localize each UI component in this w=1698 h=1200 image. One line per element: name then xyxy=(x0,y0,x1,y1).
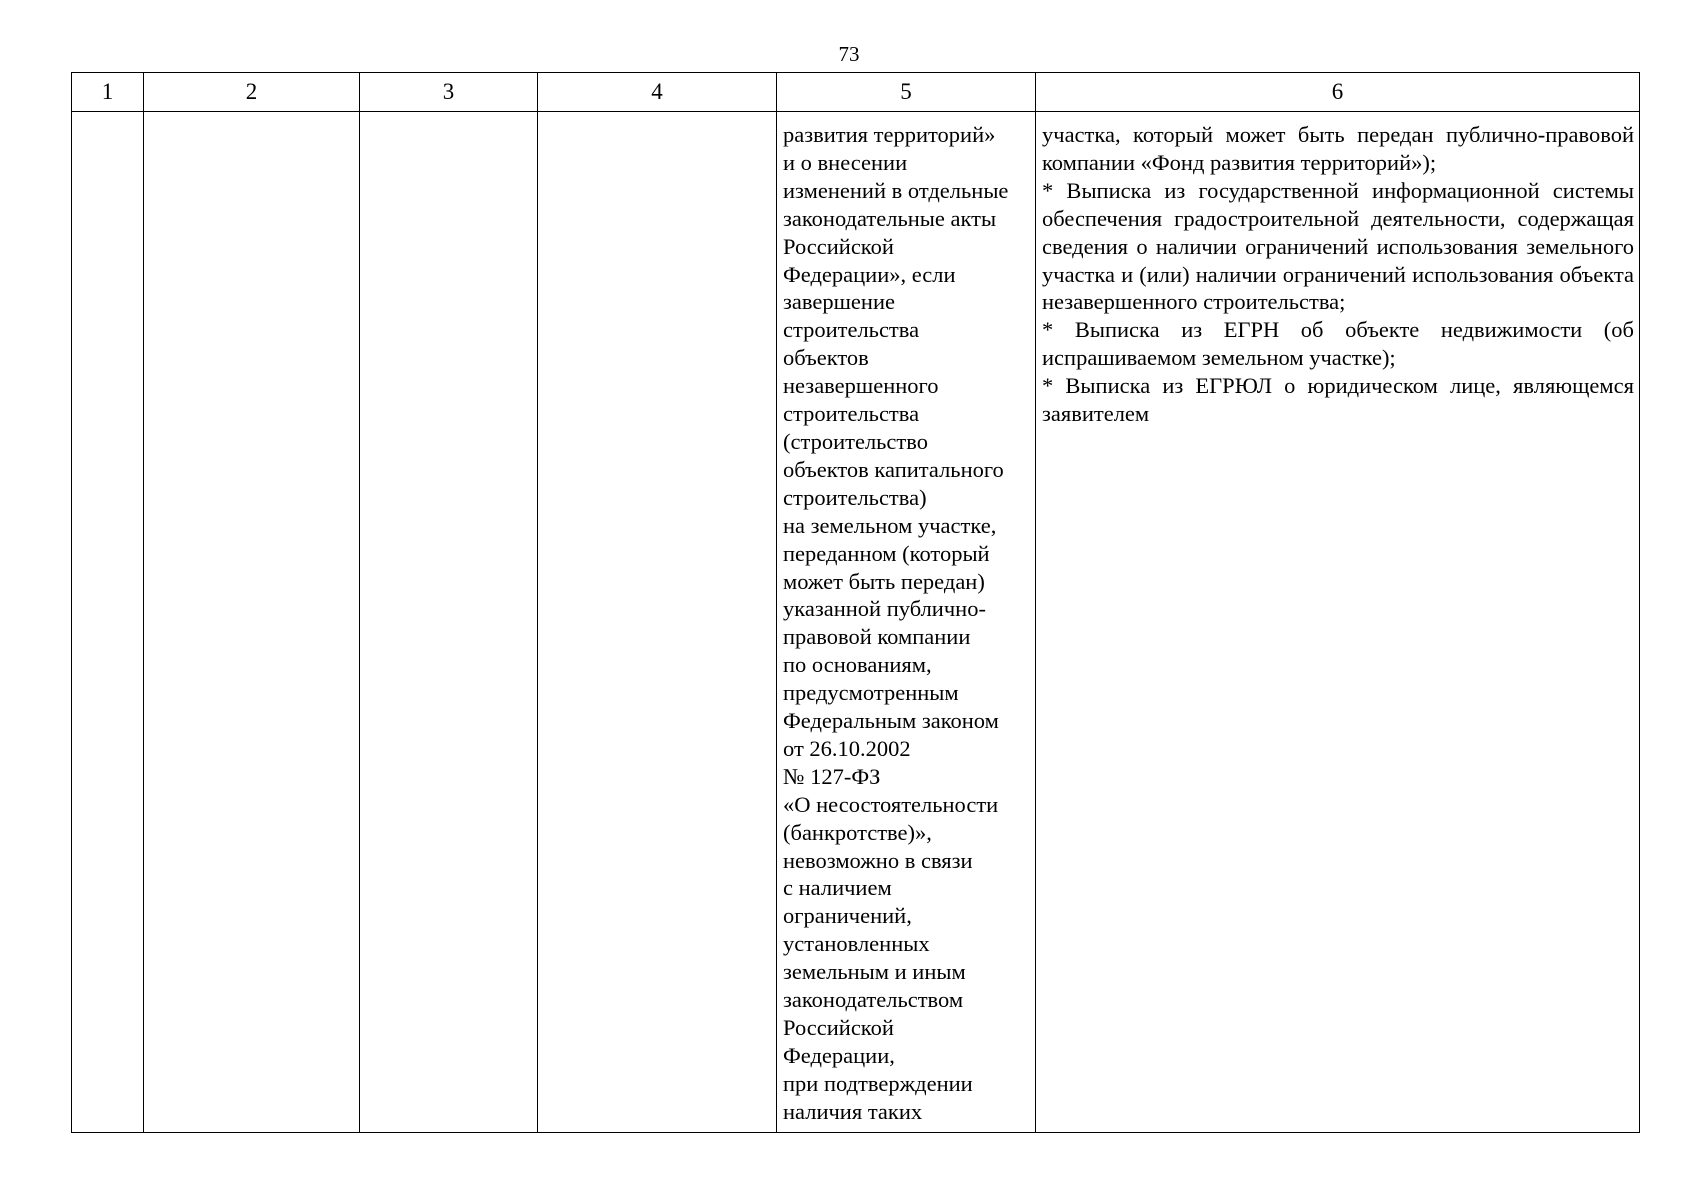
cell-col5-line: Федерации, xyxy=(783,1042,895,1068)
cell-col5-line: (банкротстве)», xyxy=(783,819,932,845)
cell-col5-line: установленных xyxy=(783,931,930,957)
cell-col4 xyxy=(538,112,777,1133)
cell-col5-line: (строительство xyxy=(783,428,928,454)
cell-col5-line: может быть передан) xyxy=(783,568,985,594)
column-header-4: 4 xyxy=(538,73,777,112)
cell-col5-line: завершение xyxy=(783,289,895,315)
cell-col5-line: по основаниям, xyxy=(783,652,932,678)
documents-paragraph: * Выписка из государственной информационной системы обеспечения градостроительной деятельности, содержащая сведения о наличии ограничений использования земельного участка и (или) наличии ограничений использования объекта незавершенного строительства; xyxy=(1042,177,1634,315)
cell-col5-line: на земельном участке, xyxy=(783,512,997,538)
cell-col5-line: развития территорий» xyxy=(783,122,996,147)
cell-col5-line: объектов xyxy=(783,345,869,371)
table-header-row xyxy=(72,73,1640,112)
cell-col5-line: правовой компании xyxy=(783,624,971,650)
cell-col5-line: объектов капитального xyxy=(783,456,1004,482)
column-header-6: 6 xyxy=(1036,73,1640,112)
cell-col5-line: изменений в отдельные xyxy=(783,177,1009,203)
documents-paragraph: участка, который может быть передан публично-правовой компании «Фонд развития территорий»); xyxy=(1042,122,1634,175)
cell-col5-line: предусмотренным xyxy=(783,680,959,706)
cell-col2 xyxy=(144,112,360,1133)
cell-col5-line: земельным и иным xyxy=(783,959,966,985)
documents-paragraph: * Выписка из ЕГРН об объекте недвижимости (об испрашиваемом земельном участке); xyxy=(1042,317,1634,371)
cell-col5-line: от 26.10.2002 xyxy=(783,735,911,761)
column-header-2: 2 xyxy=(144,73,360,112)
cell-col3 xyxy=(360,112,538,1133)
document-table xyxy=(71,72,1640,1133)
table-row xyxy=(72,112,1640,1133)
cell-col5-line: строительства xyxy=(783,401,920,427)
cell-col5-line: с наличием xyxy=(783,875,892,901)
cell-col5-line: законодательством xyxy=(783,987,964,1013)
documents-paragraph: * Выписка из ЕГРЮЛ о юридическом лице, являющемся заявителем xyxy=(1042,373,1634,427)
cell-col5-line: невозможно в связи xyxy=(783,847,973,873)
cell-col5-line: Федерации», если xyxy=(783,261,956,287)
cell-col5-line: Российской xyxy=(783,233,894,259)
column-header-1: 1 xyxy=(72,73,144,112)
page-number: 73 xyxy=(838,42,860,66)
cell-col5-line: строительства) xyxy=(783,484,927,510)
cell-col5-line: при подтверждении xyxy=(783,1070,973,1096)
cell-col5-line: указанной публично- xyxy=(783,596,986,622)
cell-col5-line: № 127-ФЗ xyxy=(783,763,881,789)
cell-col1 xyxy=(72,112,144,1133)
cell-col6-documents xyxy=(1036,112,1640,1133)
cell-col5-condition-text xyxy=(777,112,1036,1133)
cell-col5-line: Федеральным законом xyxy=(783,708,999,734)
cell-col5-line: законодательные акты xyxy=(783,205,997,231)
cell-col5-line: строительства xyxy=(783,317,920,343)
cell-col5-line: ограничений, xyxy=(783,903,912,929)
column-header-3: 3 xyxy=(360,73,538,112)
cell-col5-line: наличия таких xyxy=(783,1098,923,1124)
cell-col5-line: и о внесении xyxy=(783,149,908,175)
cell-col5-line: незавершенного xyxy=(783,373,939,399)
column-header-5: 5 xyxy=(777,73,1036,112)
cell-col5-line: переданном (который xyxy=(783,540,990,566)
cell-col5-line: Российской xyxy=(783,1015,894,1040)
cell-col5-line: «О несостоятельности xyxy=(783,791,999,817)
